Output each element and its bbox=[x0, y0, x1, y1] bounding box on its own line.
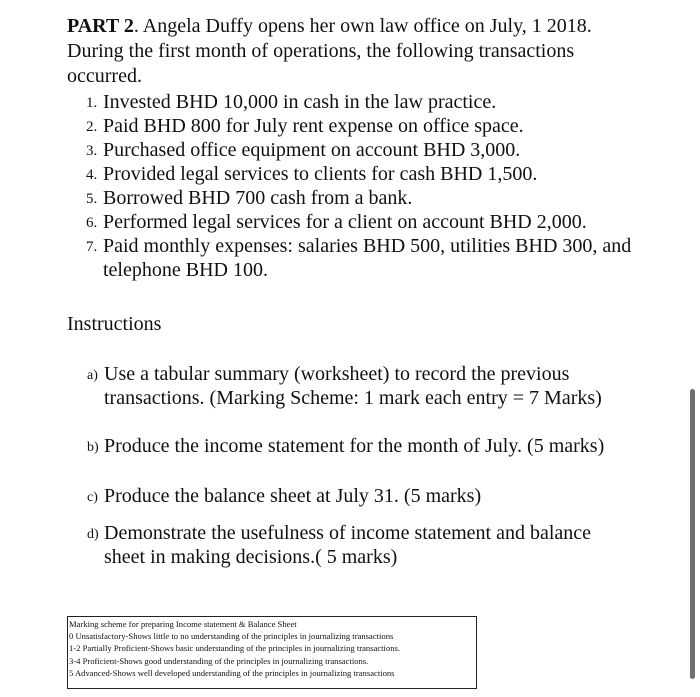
list-item bbox=[0, 186, 633, 210]
instruction-item-d bbox=[87, 521, 629, 569]
marking-scheme-box bbox=[67, 616, 477, 689]
marking-scheme-row: 3-4 Proficient-Shows good understanding of the principles in journalizing transactions. bbox=[69, 655, 369, 666]
intro-text: . Angela Duffy opens her own law office on July, 1 2018. During the first month of operations, the following transactions occurred. bbox=[67, 15, 592, 87]
item-number: 6. bbox=[86, 215, 98, 231]
item-text: Use a tabular summary (worksheet) to record the previous transactions. (Marking Scheme: 1 mark each entry = 7 Marks) bbox=[104, 363, 602, 409]
item-number: 2. bbox=[86, 119, 98, 135]
instructions-heading: Instructions bbox=[67, 313, 162, 335]
scrollbar[interactable] bbox=[690, 389, 695, 679]
item-text: Paid BHD 800 for July rent expense on office space. bbox=[103, 115, 524, 137]
part-label: PART 2 bbox=[67, 15, 134, 37]
item-number: 1. bbox=[86, 95, 98, 111]
item-number: 3. bbox=[86, 143, 98, 159]
item-label: d) bbox=[87, 527, 99, 542]
list-item bbox=[0, 234, 633, 282]
item-text: Invested BHD 10,000 in cash in the law practice. bbox=[103, 91, 497, 113]
intro-paragraph bbox=[67, 14, 647, 89]
item-text: Produce the income statement for the month of July. (5 marks) bbox=[104, 435, 605, 457]
item-number: 7. bbox=[86, 239, 98, 255]
item-number: 5. bbox=[86, 191, 98, 207]
item-label: b) bbox=[87, 440, 99, 455]
list-item bbox=[0, 114, 633, 138]
item-label: a) bbox=[87, 368, 98, 383]
item-text: Purchased office equipment on account BHD 3,000. bbox=[103, 139, 521, 161]
item-label: c) bbox=[87, 490, 98, 505]
instruction-item-b bbox=[87, 434, 629, 458]
item-text: Produce the balance sheet at July 31. (5 marks) bbox=[104, 485, 482, 507]
list-item bbox=[0, 162, 633, 186]
transaction-list bbox=[0, 90, 700, 282]
marking-scheme-row: 0 Unsatisfactory-Shows little to no understanding of the principles in journalizing transactions bbox=[69, 631, 394, 642]
item-text: Demonstrate the usefulness of income statement and balance sheet in making decisions.( 5 marks) bbox=[104, 522, 592, 568]
marking-scheme-title: Marking scheme for preparing Income statement & Balance Sheet bbox=[69, 619, 297, 629]
instruction-item-a bbox=[87, 362, 629, 410]
item-text: Performed legal services for a client on account BHD 2,000. bbox=[103, 211, 587, 233]
marking-scheme-row: 1-2 Partially Proficient-Shows basic understanding of the principles in journalizing transactions. bbox=[69, 643, 401, 654]
item-text: Paid monthly expenses: salaries BHD 500, utilities BHD 300, and telephone BHD 100. bbox=[103, 235, 632, 281]
list-item bbox=[0, 90, 633, 114]
item-text: Borrowed BHD 700 cash from a bank. bbox=[103, 187, 413, 209]
item-text: Provided legal services to clients for cash BHD 1,500. bbox=[103, 163, 538, 185]
marking-scheme-row: 5 Advanced-Shows well developed understanding of the principles in journalizing transactions bbox=[69, 667, 395, 678]
list-item bbox=[0, 138, 633, 162]
instruction-item-c bbox=[87, 484, 629, 508]
list-item bbox=[0, 210, 633, 234]
item-number: 4. bbox=[86, 167, 98, 183]
